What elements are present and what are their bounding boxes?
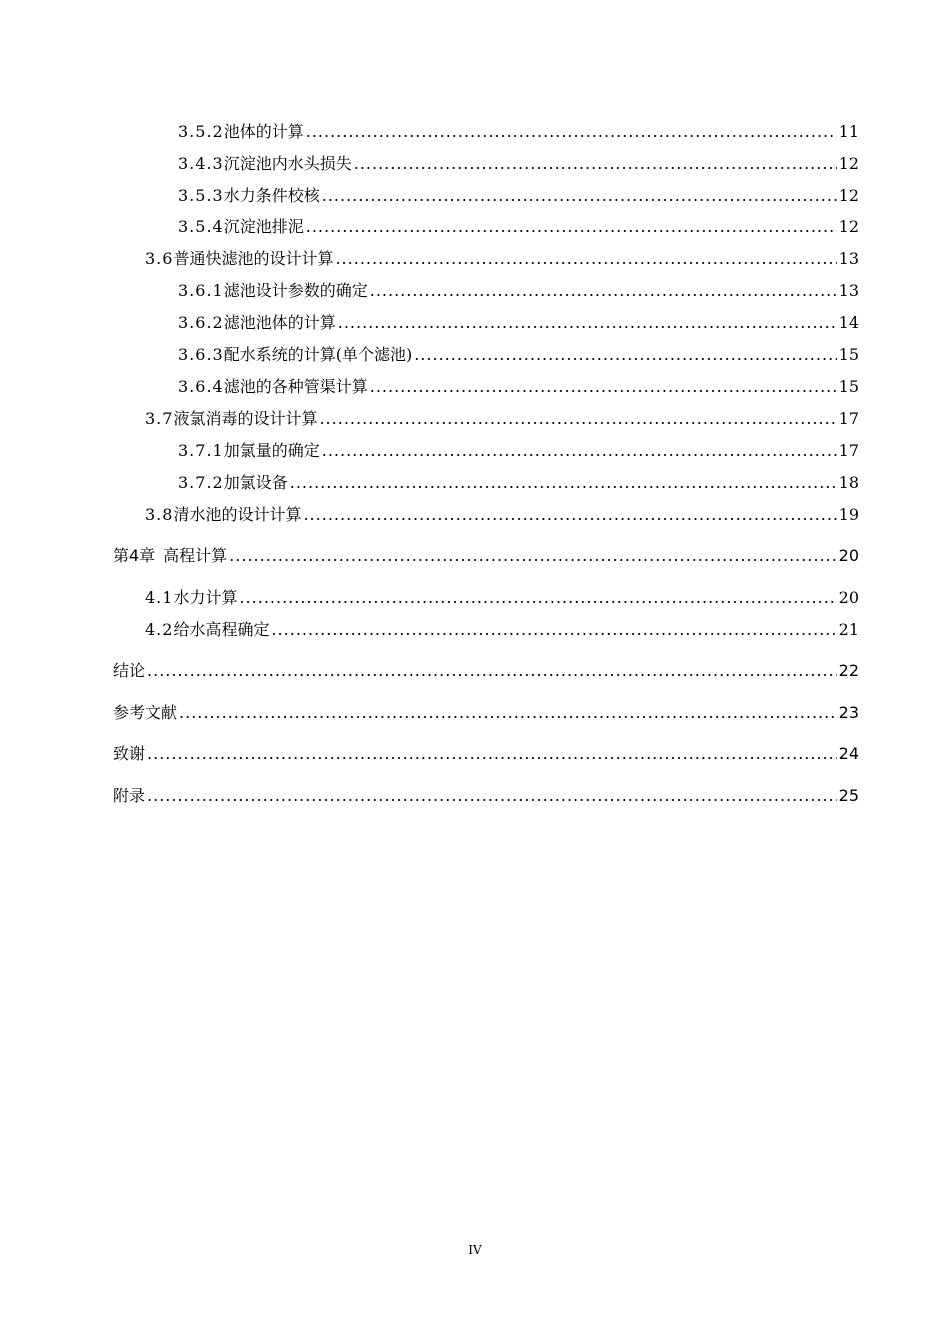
toc-number: 3.7.2	[178, 473, 224, 492]
toc-title: 池体的计算	[223, 122, 304, 141]
toc-page-number: 13	[838, 249, 859, 268]
toc-title: 高程计算	[163, 546, 228, 565]
toc-title: 致谢	[113, 744, 146, 763]
toc-number: 3.7	[145, 409, 174, 428]
toc-page-number: 22	[838, 661, 859, 680]
toc-leader-dots	[370, 372, 837, 402]
toc-number: 4.2	[145, 620, 174, 639]
toc-page-number: 20	[838, 546, 859, 565]
toc-leader-dots	[303, 500, 836, 530]
toc-title: 水力条件校核	[223, 186, 320, 205]
toc-title: 滤池设计参数的确定	[223, 281, 368, 300]
toc-leader-dots	[147, 781, 837, 811]
toc-page-number: 18	[838, 473, 859, 492]
toc-title: 配水系统的计算(单个滤池)	[223, 345, 413, 364]
toc-page-number: 11	[838, 122, 859, 141]
toc-page-number: 15	[838, 377, 859, 396]
toc-number: 3.6.1	[178, 281, 224, 300]
toc-page-number: 12	[838, 154, 859, 173]
toc-leader-dots	[306, 117, 837, 147]
toc-title: 滤池的各种管渠计算	[223, 377, 368, 396]
toc-leader-dots	[370, 276, 837, 306]
toc-entry-3-5-2[interactable]	[178, 117, 859, 147]
toc-leader-dots	[354, 149, 837, 179]
toc-page-number: 20	[838, 588, 859, 607]
toc-leader-dots	[322, 181, 837, 211]
toc-entry-3-6-2[interactable]	[178, 308, 859, 338]
toc-page-number: 14	[838, 313, 859, 332]
toc-title: 结论	[113, 661, 146, 680]
toc-number: 3.8	[145, 505, 174, 524]
toc-entry-references[interactable]	[113, 698, 859, 728]
toc-page-number: 17	[838, 441, 859, 460]
toc-entry-3-6-3[interactable]	[178, 340, 859, 370]
toc-number: 3.6	[145, 249, 174, 268]
toc-entry-3-6[interactable]	[145, 244, 859, 274]
toc-entry-3-7[interactable]	[145, 404, 859, 434]
toc-page-number: 19	[838, 505, 859, 524]
toc-leader-dots	[229, 541, 836, 571]
toc-title: 给水高程确定	[173, 620, 270, 639]
toc-leader-dots	[147, 739, 837, 769]
toc-number: 3.5.4	[178, 217, 224, 236]
toc-number: 4.1	[145, 588, 174, 607]
toc-entry-3-6-1[interactable]	[178, 276, 859, 306]
toc-page-number: 13	[838, 281, 859, 300]
toc-page-number: 23	[838, 703, 859, 722]
page-footer-number: IV	[468, 1243, 482, 1257]
toc-leader-dots	[306, 212, 837, 242]
toc-title: 水力计算	[173, 588, 238, 607]
toc-page-number: 25	[838, 786, 859, 805]
toc-title: 普通快滤池的设计计算	[173, 249, 334, 268]
toc-title: 沉淀池排泥	[223, 217, 304, 236]
toc-page-number: 12	[838, 186, 859, 205]
toc-number: 3.5.3	[178, 186, 224, 205]
toc-page-number: 17	[838, 409, 859, 428]
toc-page-number: 21	[838, 620, 859, 639]
toc-entry-chapter-4[interactable]	[113, 541, 859, 571]
toc-leader-dots	[271, 615, 836, 645]
toc-entry-4-2[interactable]	[145, 615, 859, 645]
toc-number: 3.5.2	[178, 122, 224, 141]
toc-title: 加氯量的确定	[223, 441, 320, 460]
toc-page-number: 24	[838, 744, 859, 763]
toc-entry-3-4-3[interactable]	[178, 149, 859, 179]
toc-number: 3.6.4	[178, 377, 224, 396]
toc-entry-appendix[interactable]	[113, 781, 859, 811]
toc-chapter-number: 第4章	[113, 546, 156, 565]
toc-leader-dots	[414, 340, 836, 370]
toc-number: 3.6.2	[178, 313, 224, 332]
toc-leader-dots	[335, 244, 836, 274]
toc-leader-dots	[319, 404, 836, 434]
toc-page-number: 12	[838, 217, 859, 236]
toc-title: 加氯设备	[223, 473, 288, 492]
toc-entry-acknowledgements[interactable]	[113, 739, 859, 769]
toc-entry-conclusion[interactable]	[113, 656, 859, 686]
toc-entry-3-8[interactable]	[145, 500, 859, 530]
toc-title: 沉淀池内水头损失	[223, 154, 352, 173]
toc-page-number: 15	[838, 345, 859, 364]
toc-entry-3-7-2[interactable]	[178, 468, 859, 498]
toc-title: 滤池池体的计算	[223, 313, 336, 332]
toc-leader-dots	[290, 468, 837, 498]
toc-leader-dots	[179, 698, 837, 728]
toc-title: 清水池的设计计算	[173, 505, 302, 524]
toc-entry-3-7-1[interactable]	[178, 436, 859, 466]
toc-title: 附录	[113, 786, 146, 805]
toc-entry-4-1[interactable]	[145, 583, 859, 613]
toc-title: 参考文献	[113, 703, 178, 722]
toc-leader-dots	[147, 656, 837, 686]
toc-number: 3.4.3	[178, 154, 224, 173]
toc-entry-3-6-4[interactable]	[178, 372, 859, 402]
toc-leader-dots	[322, 436, 837, 466]
toc-leader-dots	[338, 308, 837, 338]
toc-entry-3-5-4[interactable]	[178, 212, 859, 242]
toc-leader-dots	[239, 583, 836, 613]
toc-number: 3.6.3	[178, 345, 224, 364]
toc-entry-3-5-3[interactable]	[178, 181, 859, 211]
toc-number: 3.7.1	[178, 441, 224, 460]
toc-title: 液氯消毒的设计计算	[173, 409, 318, 428]
